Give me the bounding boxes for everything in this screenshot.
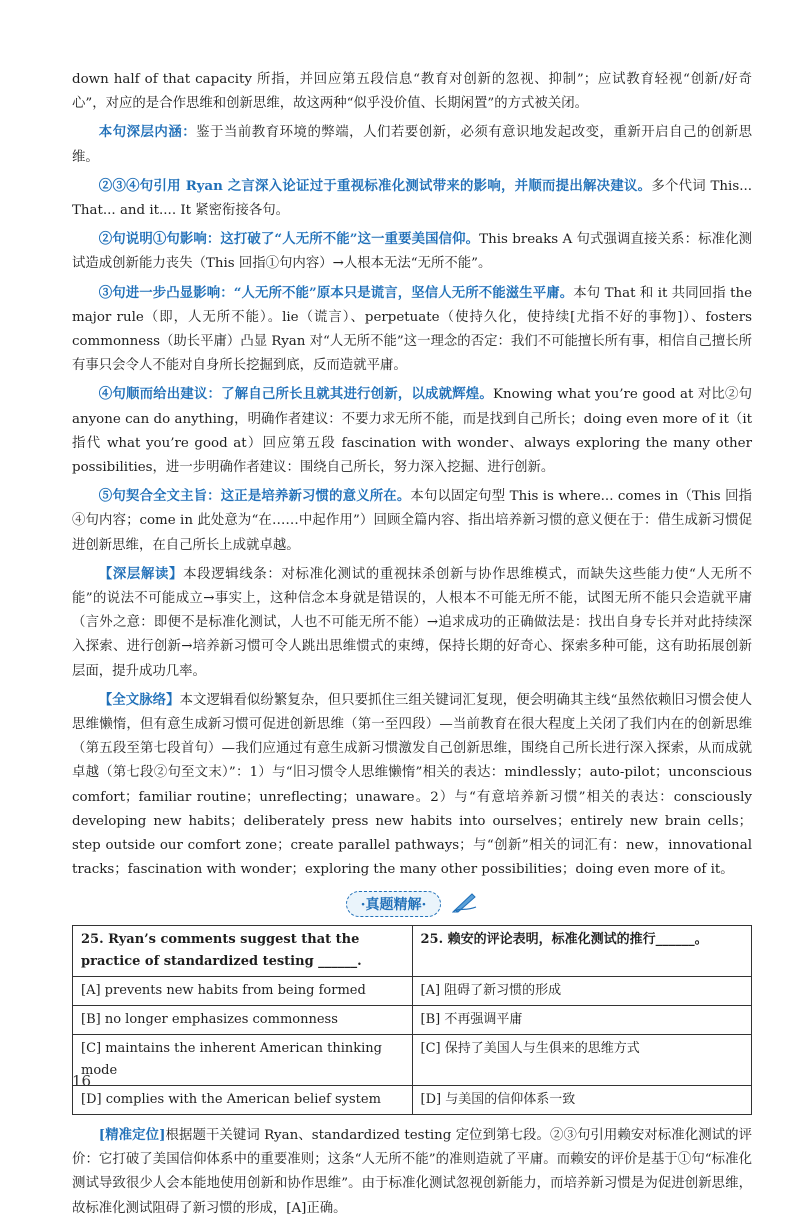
precise-location-label: [精准定位] <box>98 1127 166 1143</box>
option-a-zh: [A] 阻碍了新习惯的形成 <box>412 977 752 1006</box>
sentence-3-paragraph <box>72 281 752 379</box>
deep-meaning-paragraph <box>72 120 752 169</box>
deep-analysis-text: 本段逻辑线条：对标准化测试的重视抹杀创新与协作思维模式，而缺失这些能力使“人无所不能”的说法不可能成立→事实上，这种信念本身就是错误的，人根本不可能无所不能，试图无所不能只会造就平庸（言外之意：即便不是标准化测试，人也不可能无所不能）→追求成功的正确做法是：找出自身专长并对此持续深入探索、进行创新→培养新习惯可令人跳出思维惯式的束缚，保持长期的好奇心、探索多种可能，这有助拓展创新层面，提升成功几率。 <box>72 566 753 679</box>
deep-meaning-text: 鉴于当前教育环境的弊端，人们若要创新，必须有意识地发起改变，重新开启自己的创新思维。 <box>72 125 753 165</box>
option-row <box>73 977 752 1006</box>
option-row <box>73 1086 752 1115</box>
sentence-3-text: 本句 That 和 it 共同回指 the major rule（即，人无所不能）。lie（谎言）、perpetuate（使持久化，使持续[尤指不好的事物]）、fosters commonness（助长平庸）凸显 Ryan 对“人无所不能”这一理念的否定：我们不可能擅长所有事，相信自己擅长所有事只会令人不能对自身所长挖掘到底，反而造就平庸。 <box>72 285 752 374</box>
full-context-label: 【全文脉络】 <box>98 691 180 708</box>
option-c-en: [C] maintains the inherent American thinking mode <box>73 1035 413 1086</box>
precise-location-text: 根据题干关键词 Ryan、standardized testing 定位到第七段。②③句引用赖安对标准化测试的评价：它打破了美国信仰体系中的重要准则；这条“人无所不能”的准则造就了平庸。而赖安的评价是基于①句“标准化测试导致很少人会本能地使用创新和协作思维”。由于标准化测试忽视创新能力，而培养新习惯是为促进创新思维，故标准化测试阻碍了新习惯的形成，[A]正确。 <box>72 1128 753 1216</box>
page-content <box>72 68 752 1225</box>
full-context-paragraph <box>72 688 752 883</box>
option-a-en: [A] prevents new habits from being formed <box>73 977 413 1006</box>
sentence-2-head: ②句说明①句影响：这打破了“人无所不能”这一重要美国信仰。 <box>98 231 480 248</box>
full-context-text: 本文逻辑看似纷繁复杂，但只要抓住三组关键词汇复现，便会明确其主线“虽然依赖旧习惯会使人思维懒惰，但有意生成新习惯可促进创新思维（第一至四段）—当前教育在很大程度上关闭了我们内在的创新思维（第五段至第七段首句）—我们应通过有意生成新习惯激发自己创新思维，围绕自己所长进行深入探索，从而成就卓越（第七段②句至文末）”：1）与“旧习惯令人思维懒惰”相关的表达：mindlessly；auto-pilot；unconscious comfort；familiar routine；unreflecting；unaware。2）与“有意培养新习惯”相关的表达：consciously developing new habits；deliberately press new habits into ourselves；entirely new brain cells；step outside our comfort zone；create parallel pathways；与“创新”相关的词汇有：new，innovational tracks；fascination with wonder；exploring the many other possibilities；doing even more of it。 <box>72 692 753 878</box>
option-d-zh: [D] 与美国的信仰体系一致 <box>412 1086 752 1115</box>
deep-meaning-label: 本句深层内涵： <box>98 124 197 141</box>
option-row <box>73 1006 752 1035</box>
option-row <box>73 1035 752 1086</box>
sentence-3-head: ③句进一步凸显影响：“人无所不能”原本只是谎言，坚信人无所不能滋生平庸。 <box>98 284 574 301</box>
sentence-234-text: 多个代词 This... That... and it.... It 紧密衔接各句。 <box>72 178 752 219</box>
sentence-2-paragraph <box>72 227 752 276</box>
sentence-2-text: This breaks A 句式强调直接关系：标准化测试造成创新能力丧失（This 回指①句内容）→人根本无法“无所不能”。 <box>72 232 752 272</box>
paragraph-intro: down half of that capacity 所指，并回应第五段信息“教育对创新的忽视、抑制”；应试教育轻视“创新/好奇心”，对应的是合作思维和创新思维，故这两种“似乎没价值、长期闲置”的方式被关闭。 <box>72 72 752 112</box>
option-d-en: [D] complies with the American belief system <box>73 1086 413 1115</box>
pen-icon <box>452 891 478 917</box>
deep-analysis-paragraph <box>72 562 752 684</box>
sentence-4-paragraph <box>72 382 752 480</box>
sentence-4-text: Knowing what you’re good at 对比②句 anyone can do anything，明确作者建议：不要力求无所不能，而是找到自己所长；doing even more of it（it 指代 what you’re good at）回应第五段 fascination with wonder、always exploring the many other possibilities，进一步明确作者建议：围绕自己所长，努力深入挖掘、进行创新。 <box>72 387 753 476</box>
option-b-zh: [B] 不再强调平庸 <box>412 1006 752 1035</box>
question-stem-zh: 25. 赖安的评论表明，标准化测试的推行______。 <box>412 926 752 977</box>
sentence-5-head: ⑤句契合全文主旨：这正是培养新习惯的意义所在。 <box>98 488 411 505</box>
sentence-5-text: 本句以固定句型 This is where... comes in（This 回指④句内容；come in 此处意为“在……中起作用”）回顾全篇内容、指出培养新习惯的意义便在于：借生成新习惯促进创新思维，在自己所长上成就卓越。 <box>72 489 753 553</box>
sentence-234-paragraph <box>72 174 752 223</box>
option-c-zh: [C] 保持了美国人与生俱来的思维方式 <box>412 1035 752 1086</box>
option-b-en: [B] no longer emphasizes commonness <box>73 1006 413 1035</box>
precise-location-paragraph <box>72 1123 752 1221</box>
sentence-4-head: ④句顺而给出建议：了解自己所长且就其进行创新，以成就辉煌。 <box>98 386 493 403</box>
sentence-234-head: ②③④句引用 Ryan 之言深入论证过于重视标准化测试带来的影响，并顺而提出解决建议。 <box>98 177 652 194</box>
question-table <box>72 925 752 1115</box>
banner-label: ·真题精解· <box>346 891 442 917</box>
section-banner <box>72 891 752 918</box>
page-number: 16 <box>72 1072 92 1090</box>
question-row <box>73 926 752 977</box>
sentence-5-paragraph <box>72 484 752 558</box>
question-stem-en: 25. Ryan’s comments suggest that the practice of standardized testing ______. <box>73 926 413 977</box>
deep-analysis-label: 【深层解读】 <box>98 565 184 582</box>
